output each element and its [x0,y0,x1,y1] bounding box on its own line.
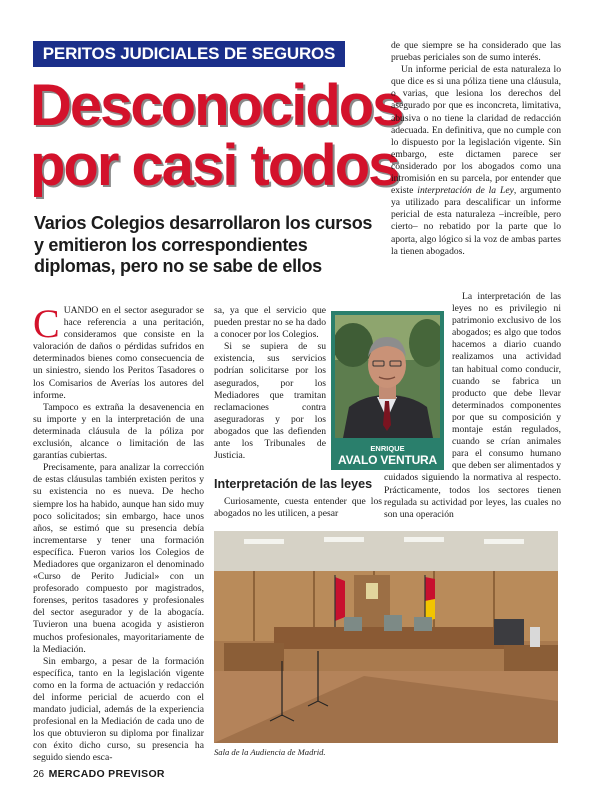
article-column-2-bottom [214,496,382,520]
paragraph-text: Un informe pericial de esta naturaleza lo que dice es si una póliza tiene una cláusula, o varias, que lesiona los derechos del asegurado por que es inconcreta, limitativa, abusiva o no tiene la claridad de redacción adecuada. En definitiva, que no cumple con lo dispuesto por la legislación vigente. Sin embargo, este dictamen parece ser considerado por los abogados como una intromisión en su parcela, por entender que existe [391,64,561,197]
courtroom-photo [214,531,558,743]
paragraph-text: en el sector asegurador se hace referencia a una peritación, consideramos que consiste en la valoración de daños o pérdidas sufridos en determinados bienes como consecuencia de un siniestro, siendo los Peritos Tasadores o los Comisarios de Averías los autores del informe. [33,305,204,401]
article-column-1 [33,301,204,765]
paragraph: Si se supiera de su existencia, sus servicios podrían solicitarse por los asegurados, por los Mediadores que tramitan reclamaciones contra aseguradoras y por los abogados que las defienden ante los Tribunales de Justicia. [214,341,326,462]
portrait-first-name: ENRIQUE [370,444,405,453]
paragraph-text: , argumento ya utilizado para descalificar un informe pericial de esta naturaleza –increíble, pero cierto– no rebatido por la parte que lo aporta, algo lógico si la voz de ambas partes la tienen abogados. [391,185,561,257]
paragraph: Tampoco es extraña la desavenencia en su importe y en la interpretación de una determinada cláusula de la póliza por exclusión, alcance o limitación de las garantías cubiertas. [33,401,204,462]
paragraph [33,301,204,402]
article-column-2-top [214,305,326,462]
subheading: Interpretación de las leyes [214,477,373,491]
dropcap: C [33,301,60,346]
section-label: PERITOS JUDICIALES DE SEGUROS [33,41,345,67]
headline-line2: por casi todos [30,133,399,198]
page-footer [33,764,165,782]
paragraph: Curiosamente, cuesta entender que los abogados no les utilicen, a pesar [214,496,382,520]
headline-line1: Desconocidos [30,73,403,138]
paragraph: sa, ya que el servicio que pueden prestar no se ha dado a conocer por los Colegios. [214,305,326,341]
paragraph: La interpretación de las leyes no es privilegio ni patrimonio exclusivo de los abogados; es algo que todos hacemos a diario cuando realizamos una actividad tan habitual como conducir, cuando se fabrica un producto que debe llevar determinados componentes por que su composición y montaje están regulados, cuando se crían animales para el consumo humano que deben ser alimentados y cuidados siguiendo la normativa al respecto. Prácticamente, todos los sectores tienen regulada su actividad por leyes, las cuales no son una operación [384,291,561,520]
paragraph: de que siempre se ha considerado que las pruebas periciales son de sumo interés. [391,40,561,64]
article-column-3-top [391,40,561,258]
headline [30,73,403,198]
magazine-name: MERCADO PREVISOR [48,768,165,780]
portrait-last-name: AVALO VENTURA [338,453,437,467]
photo-wrap-spacer [384,291,452,471]
lead-word: UANDO [63,305,99,316]
paragraph: Precisamente, para analizar la corrección de estas cláusulas también existen peritos y su existencia no es nueva. De hecho siempre los ha habido, aunque han sido muy poco solicitados; sin embargo, hace unos años, se estimó que su presencia debía incrementarse y tener una formación específica. Fueron varios los Colegios de Mediadores que organizaron el denominado «Curso de Perito Judicial» con un profesorado compuesto por magistrados, forenses, peritos tasadores y profesionales del sector asegurador y de la abogacía. Tuvieron una buena acogida y asistieron muchos profesionales, mayoritariamente de la Mediación. [33,462,204,655]
paragraph: Sin embargo, a pesar de la formación específica, tanto en la legislación vigente como en la forma de actuación y redacción del informe pericial de acuerdo con el mandato judicial, además de la experiencia profesional en la Mediación de cada uno de los que obtuvieron su diploma por finalizar con éxito dicho curso, su presencia ha seguido siendo esca- [33,655,204,764]
article-column-3-bottom [384,291,561,521]
standfirst: Varios Colegios desarrollaron los cursos y emitieron los correspondientes diplomas, pero no se sabe de ellos [34,213,373,276]
emphasis: interpretación de la Ley [417,185,514,197]
paragraph [391,64,561,258]
page-number: 26 [33,769,45,780]
courtroom-photo-caption: Sala de la Audiencia de Madrid. [214,747,326,757]
